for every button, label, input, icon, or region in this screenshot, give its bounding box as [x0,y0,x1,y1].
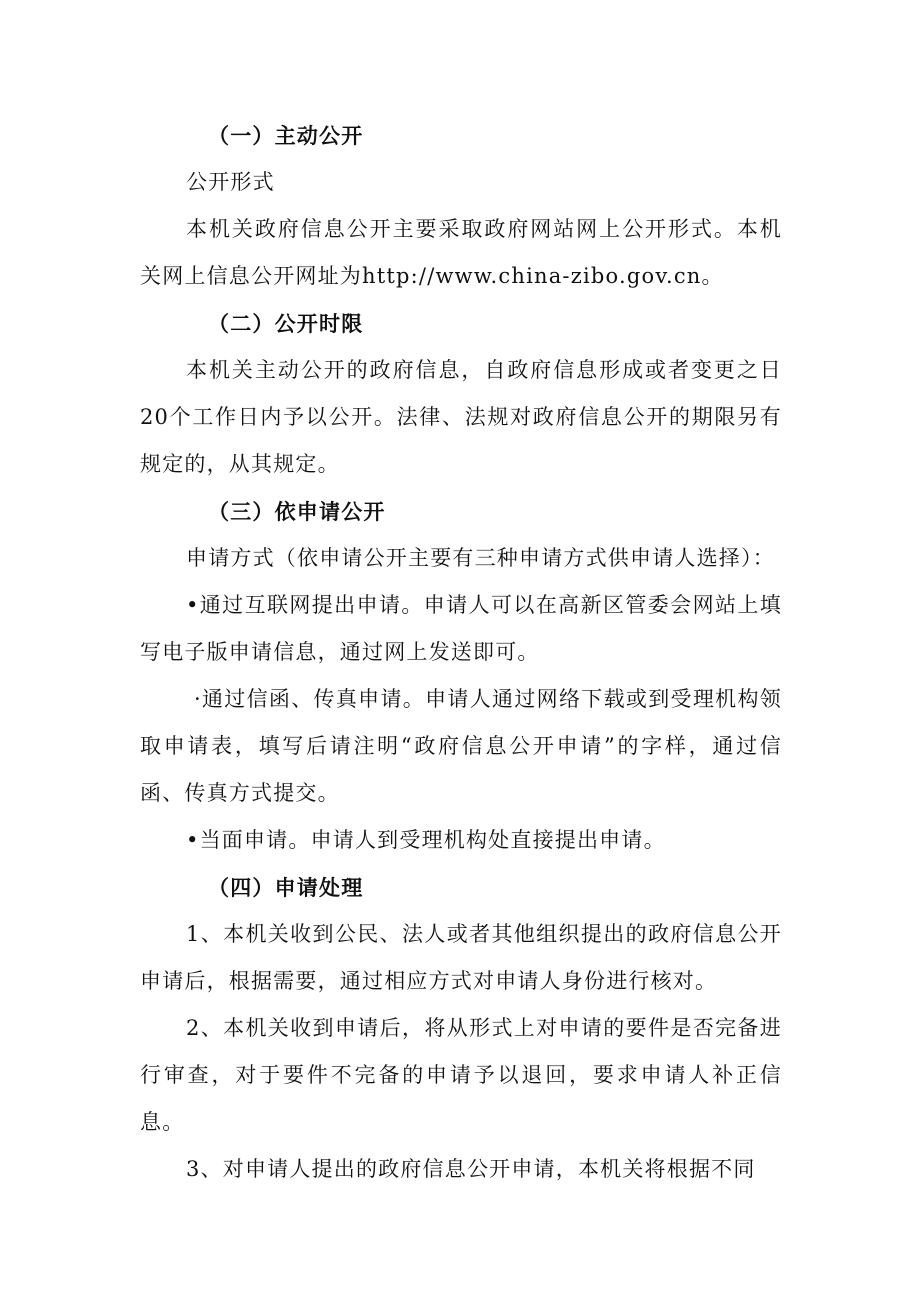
list-item-1: 1、本机关收到公民、法人或者其他组织提出的政府信息公开申请后，根据需要，通过相应方式对申请人身份进行核对。 [140,922,782,993]
list-item-2: 2、本机关收到申请后，将从形式上对申请的要件是否完备进行审查，对于要件不完备的申请予以退回，要求申请人补正信息。 [140,1016,782,1134]
document-body [140,112,782,1193]
bullet-internet-request: •通过互联网提出申请。申请人可以在高新区管委会网站上填写电子版申请信息，通过网上发送即可。 [140,593,782,664]
paragraph-website-disclosure: 本机关政府信息公开主要采取政府网站网上公开形式。本机关网上信息公开网址为http://www.china-zibo.gov.cn。 [140,217,782,288]
section-heading-active-disclosure: （一）主动公开 [208,123,364,148]
list-item-3: 3、对申请人提出的政府信息公开申请，本机关将根据不同 [186,1157,756,1181]
bullet-letter-fax-request: ·通过信函、传真申请。申请人通过网络下载或到受理机构领取申请表，填写后请注明“政府信息公开申请”的字样，通过信函、传真方式提交。 [140,687,782,805]
section-heading-request-processing: （四）申请处理 [208,875,364,900]
section-heading-on-request: （三）依申请公开 [208,499,386,524]
bullet-in-person-request: •当面申请。申请人到受理机构处直接提出申请。 [186,828,666,852]
subheading-disclosure-form: 公开形式 [186,170,275,194]
paragraph-time-limit: 本机关主动公开的政府信息，自政府信息形成或者变更之日20个工作日内予以公开。法律、法规对政府信息公开的期限另有规定的，从其规定。 [140,358,782,476]
paragraph-request-methods: 申请方式（依申请公开主要有三种申请方式供申请人选择）： [186,546,775,570]
section-heading-time-limit: （二）公开时限 [208,311,364,336]
